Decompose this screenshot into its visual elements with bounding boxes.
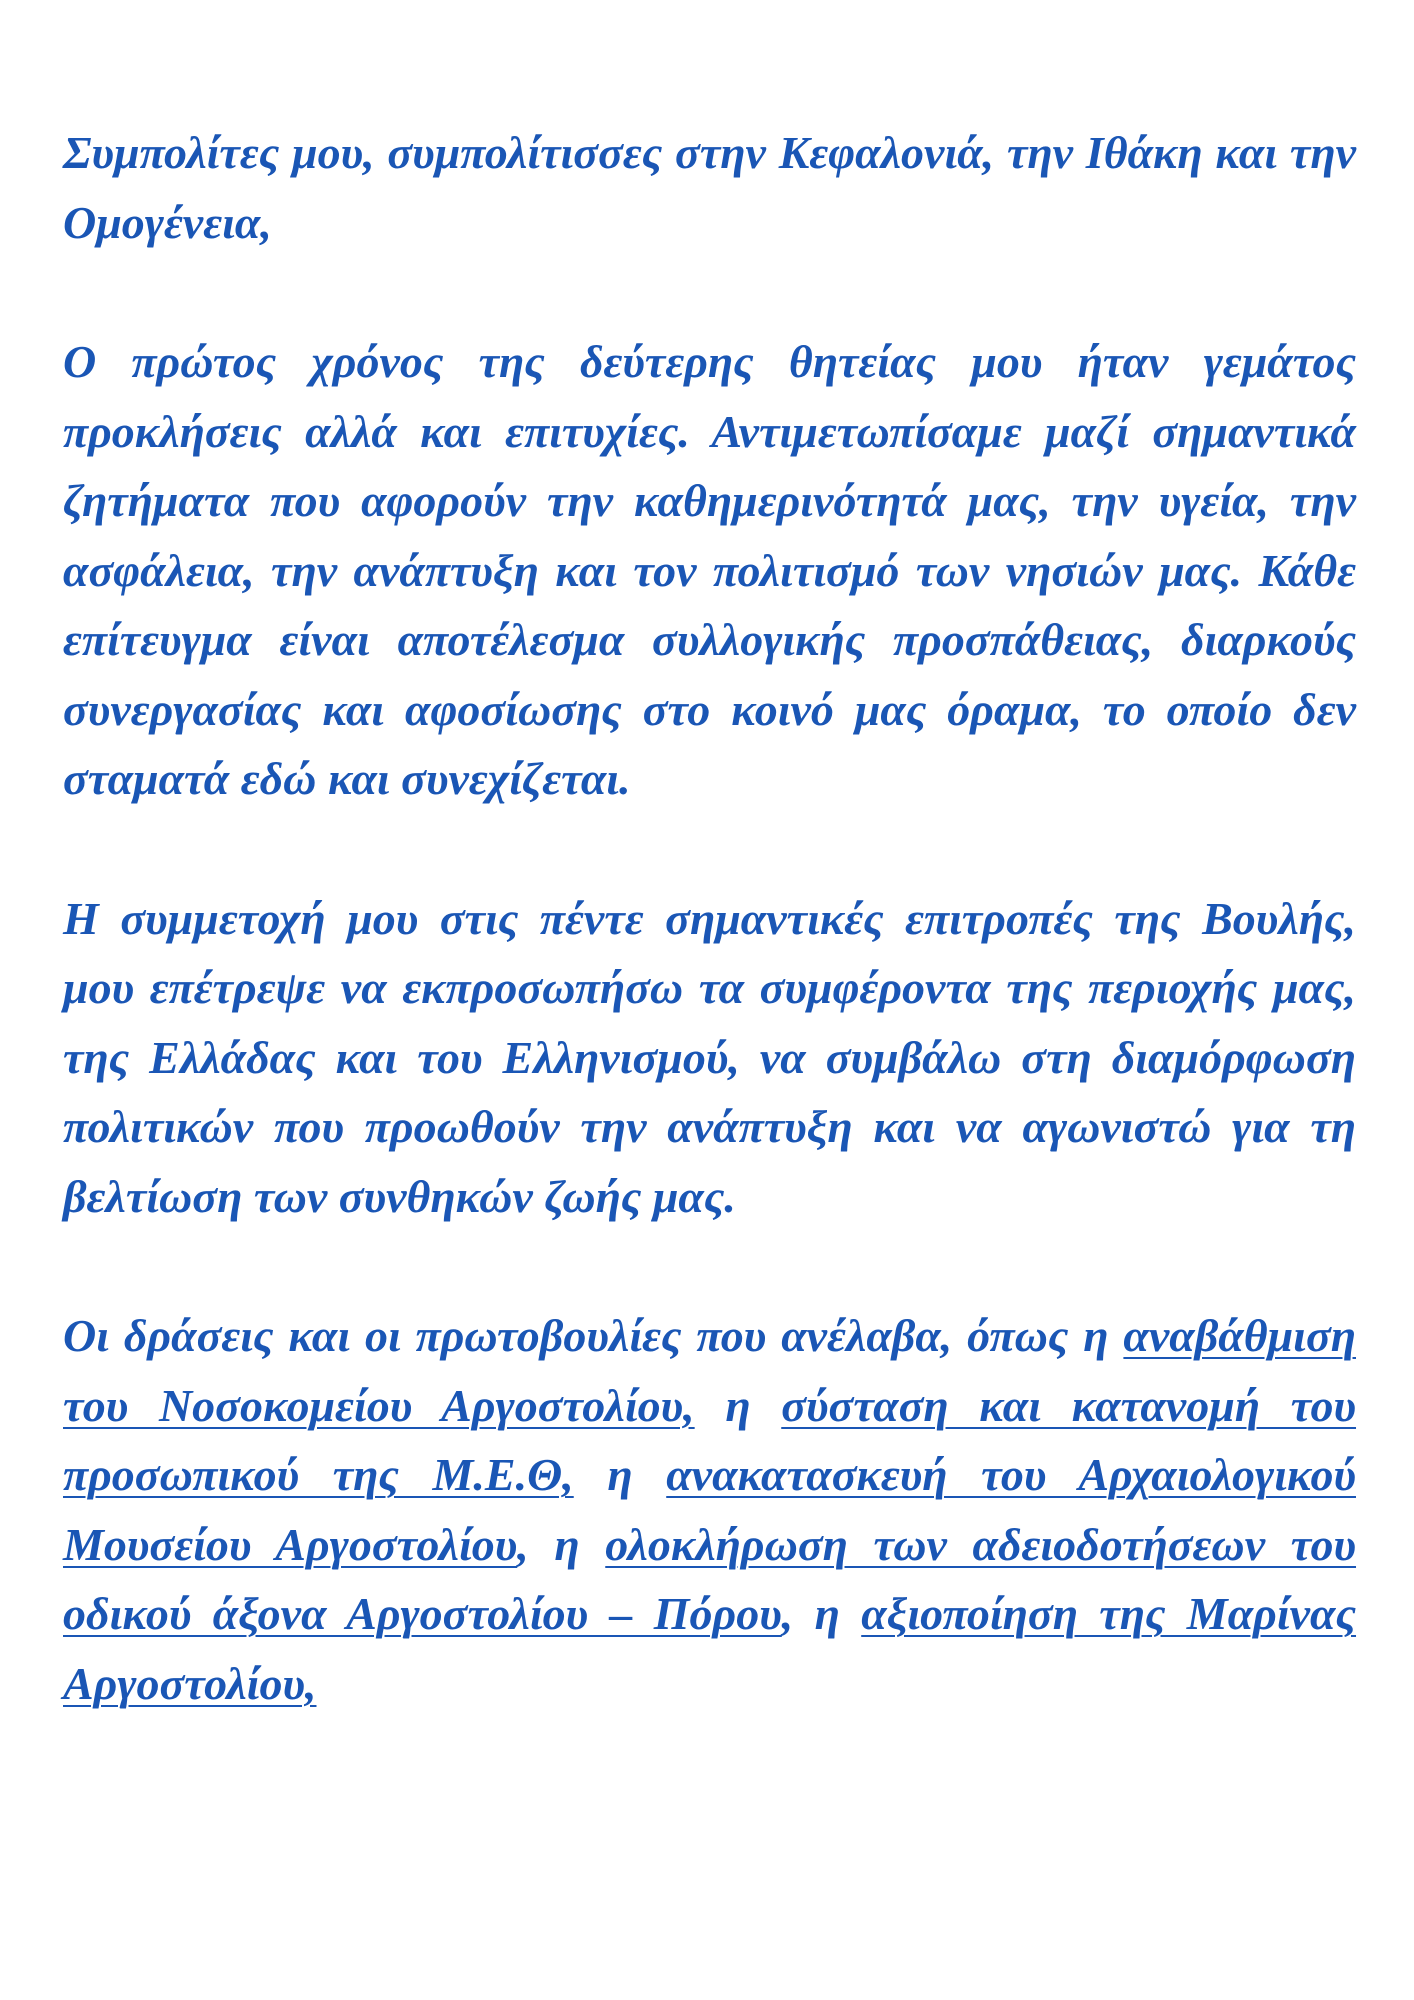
letter-body bbox=[63, 118, 1356, 1788]
separator: η bbox=[573, 1449, 667, 1500]
paragraph-first-year: Ο πρώτος χρόνος της δεύτερης θητείας μου ήταν γεμάτος προκλήσεις αλλά και επιτυχίες. Αντιμετωπίσαμε μαζί σημαντικά ζητήματα που αφορούν την καθημερινότητά μας, την υγεία, την ασφάλεια, την ανάπτυξη και τον πολιτισμό των νησιών μας. Κάθε επίτευγμα είναι αποτέλεσμα συλλογικής προσπάθειας, διαρκούς συνεργασίας και αφοσίωσης στο κοινό μας όραμα, το οποίο δεν σταματά εδώ και συνεχίζεται. bbox=[63, 336, 1356, 804]
greeting: Συμπολίτες μου, συμπολίτισσες στην Κεφαλονιά, την Ιθάκη και την Ομογένεια, bbox=[63, 127, 1356, 248]
paragraph-actions bbox=[63, 1301, 1356, 1718]
link-museum-reconstruction[interactable]: ανακατασκευή του Αρχαιολογικού Μουσείου Αργοστολίου bbox=[63, 1449, 1356, 1570]
link-road-axis-permits[interactable]: ολοκλήρωση των αδειοδοτήσεων του οδικού άξονα Αργοστολίου – Πόρου bbox=[63, 1518, 1357, 1639]
separator: η bbox=[694, 1379, 782, 1431]
separator: , η bbox=[781, 1588, 862, 1639]
actions-intro: Οι δράσεις και οι πρωτοβουλίες που ανέλαβα, όπως η bbox=[63, 1310, 1124, 1361]
separator: , η bbox=[517, 1518, 606, 1570]
link-marina[interactable]: αξιοποίηση της Μαρίνας Αργοστολίου, bbox=[63, 1588, 1357, 1709]
paragraph-committees: Η συμμετοχή μου στις πέντε σημαντικές επιτροπές της Βουλής, μου επέτρεψε να εκπροσωπήσω τα συμφέροντα της περιοχής μας, της Ελλάδας και του Ελληνισμού, να συμβάλω στη διαμόρφωση πολιτικών που προωθούν την ανάπτυξη και να αγωνιστώ για τη βελτίωση των συνθηκών ζωής μας. bbox=[63, 892, 1356, 1222]
link-icu-staff[interactable]: σύσταση και κατανομή του προσωπικού της Μ.Ε.Θ, bbox=[63, 1379, 1357, 1500]
link-hospital-upgrade[interactable]: αναβάθμιση του Νοσοκομείου Αργοστολίου, bbox=[63, 1310, 1356, 1431]
